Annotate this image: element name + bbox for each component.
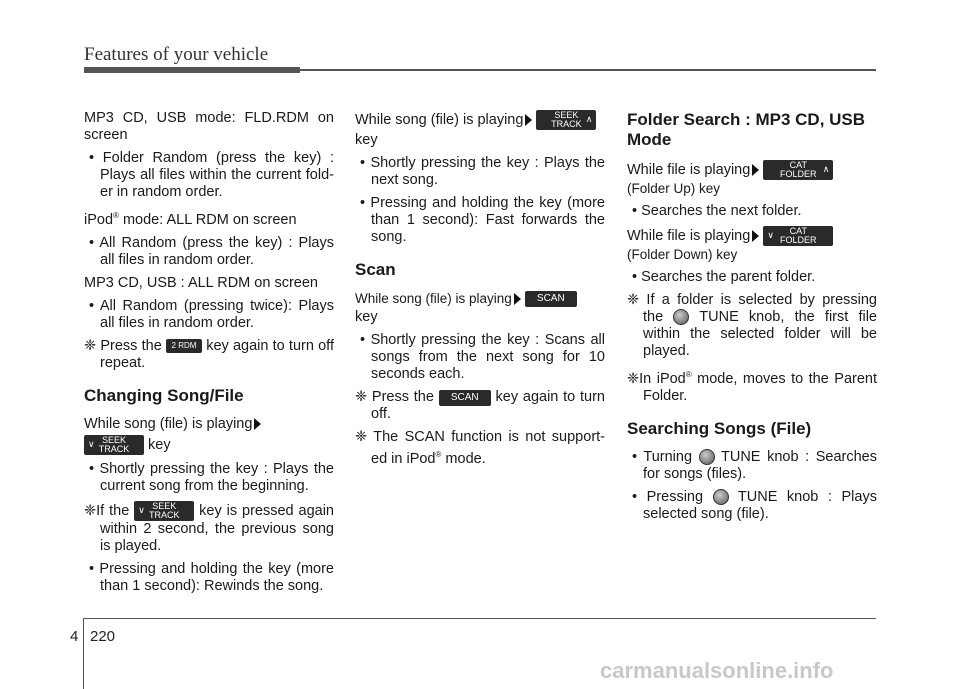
text: TUNE knob : Plays selected song (file). xyxy=(643,488,877,522)
footer-rule xyxy=(83,618,876,619)
text: ❈In iPod xyxy=(627,370,686,387)
rdm-key-icon: 2 RDM xyxy=(166,339,202,353)
paragraph xyxy=(627,226,877,246)
paragraph: key xyxy=(355,132,378,148)
bullet-item: • Shortly pressing the key : Plays the next song. xyxy=(360,155,605,188)
text: While file is playing xyxy=(627,161,751,178)
paragraph: (Folder Down) key xyxy=(627,247,738,262)
scan-key-icon: SCAN xyxy=(439,390,491,406)
play-arrow-icon xyxy=(514,293,521,305)
bullet-item xyxy=(627,489,877,523)
column-1 xyxy=(84,110,334,601)
note xyxy=(355,389,605,423)
watermark: carmanualsonline.info xyxy=(600,658,834,683)
text: key again to turn off. xyxy=(371,389,606,423)
text: TUNE knob, the first file within the selected folder will be played. xyxy=(643,309,877,359)
paragraph: key xyxy=(355,309,378,326)
cat-folder-down-key-icon: ∨ CAT FOLDER xyxy=(763,226,833,246)
text: ❈ The SCAN function is not support-ed in iPod xyxy=(355,429,605,468)
text: ❈ Press the xyxy=(355,389,434,406)
tune-knob-icon xyxy=(673,309,689,325)
text: key is pressed again within 2 second, the previous song is played. xyxy=(100,502,334,554)
text: mode, moves to the Parent Folder. xyxy=(643,370,878,404)
paragraph: MP3 CD, USB : ALL RDM on screen xyxy=(84,274,318,291)
section-number: 4 xyxy=(70,628,79,645)
bullet-item: • Pressing and holding the key (more than 1 second): Fast forwards the song. xyxy=(360,195,605,245)
bullet-item: • All Random (press the key) : Plays all files in random order. xyxy=(89,234,334,268)
bullet-item xyxy=(627,449,877,483)
text: While file is playing xyxy=(627,227,751,244)
paragraph xyxy=(355,290,605,307)
page-header-title: Features of your vehicle xyxy=(84,44,269,65)
header-rule xyxy=(300,69,876,71)
paragraph: (Folder Up) key xyxy=(627,181,721,196)
paragraph: iPod® mode: ALL RDM on screen xyxy=(84,211,297,228)
cat-folder-up-key-icon: ∧ CAT FOLDER xyxy=(763,160,833,180)
paragraph xyxy=(355,110,605,130)
paragraph xyxy=(84,435,334,455)
tune-knob-icon xyxy=(713,489,729,505)
paragraph xyxy=(84,416,334,433)
section-heading: Folder Search : MP3 CD, USB Mode xyxy=(627,110,866,149)
bullet-item: • All Random (pressing twice): Plays all files in random order. xyxy=(89,297,334,331)
footer-divider xyxy=(83,618,84,689)
text: • Turning xyxy=(632,448,693,465)
seek-track-down-key-icon: ∨ SEEK TRACK xyxy=(134,501,194,521)
note xyxy=(84,501,334,555)
text: While song (file) is playing xyxy=(84,415,253,432)
tune-knob-icon xyxy=(699,449,715,465)
bullet-item: • Shortly pressing the key : Scans all songs from the next song for 10 seconds each. xyxy=(360,332,605,383)
text: ❈If the xyxy=(84,502,130,519)
bullet-item: • Shortly pressing the key : Plays the current song from the beginning. xyxy=(89,460,334,494)
section-heading: Searching Songs (File) xyxy=(627,418,812,438)
text: iPod xyxy=(84,211,114,228)
play-arrow-icon xyxy=(752,230,759,242)
note: ❈In iPod® mode, moves to the Parent Folder. xyxy=(627,370,878,404)
note: ❈ The SCAN function is not support-ed in iPod® mode. xyxy=(355,429,605,468)
bullet-item: • Searches the parent folder. xyxy=(632,269,816,285)
paragraph: MP3 CD, USB mode: FLD.RDM on screen xyxy=(84,110,334,143)
text: ❈ If a folder is selected by pressing the xyxy=(627,292,877,325)
text: TUNE knob : Searches for songs (files). xyxy=(643,448,877,482)
text: While song (file) is playing xyxy=(355,291,512,306)
text: While song (file) is playing xyxy=(355,111,524,128)
text: key xyxy=(148,436,171,453)
note xyxy=(627,292,877,360)
header-bar xyxy=(84,67,300,73)
bullet-item: • Pressing and holding the key (more than 1 second): Rewinds the song. xyxy=(89,560,334,594)
column-3 xyxy=(627,110,877,529)
note xyxy=(84,338,334,372)
play-arrow-icon xyxy=(254,418,261,430)
text: mode. xyxy=(441,451,486,468)
section-heading: Scan xyxy=(355,260,396,279)
seek-track-up-key-icon: ∧ SEEK TRACK xyxy=(536,110,596,130)
text: • Pressing xyxy=(632,488,704,505)
bullet-item: • Folder Random (press the key) : Plays all files within the current fold-er in random order. xyxy=(89,150,334,200)
play-arrow-icon xyxy=(752,164,759,176)
play-arrow-icon xyxy=(525,114,532,126)
section-heading: Changing Song/File xyxy=(84,385,244,405)
text: key again to turn off repeat. xyxy=(100,337,334,371)
seek-track-down-key-icon: ∨ SEEK TRACK xyxy=(84,435,144,455)
text: ❈ Press the xyxy=(84,337,162,354)
column-2 xyxy=(355,110,605,474)
paragraph xyxy=(627,160,877,180)
scan-key-icon: SCAN xyxy=(525,291,577,307)
bullet-item: • Searches the next folder. xyxy=(632,203,802,219)
text: mode: ALL RDM on screen xyxy=(118,211,297,228)
page-number: 220 xyxy=(90,628,116,645)
